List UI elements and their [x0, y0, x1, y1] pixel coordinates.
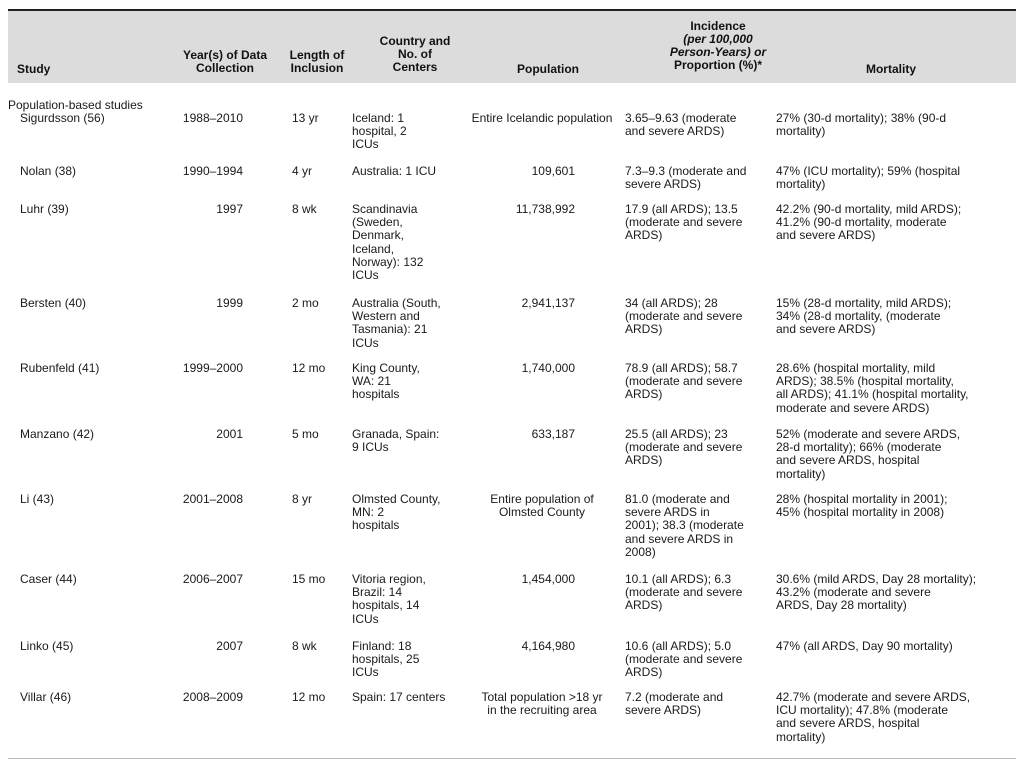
- length-cell: 5 mo: [292, 427, 319, 441]
- years-cell: 2008–2009: [182, 690, 243, 704]
- mortality-cell: 47% (all ARDS, Day 90 mortality): [776, 639, 953, 653]
- length-cell: 8 wk: [292, 202, 317, 216]
- population-cell: Entire Icelandic population: [471, 111, 613, 125]
- years-cell: 2001–2008: [182, 492, 243, 506]
- population-cell: 2,941,137: [521, 296, 575, 310]
- header-study: Study: [17, 62, 51, 76]
- country-cell: Olmsted County, MN: 2 hospitals: [352, 492, 441, 533]
- study-cell: Villar (46): [20, 690, 72, 704]
- mortality-cell: 47% (ICU mortality); 59% (hospital mortality): [776, 164, 961, 192]
- study-cell: Sigurdsson (56): [20, 111, 105, 125]
- country-cell: Finland: 18 hospitals, 25 ICUs: [352, 639, 420, 680]
- mortality-cell: 52% (moderate and severe ARDS, 28-d mortality); 66% (moderate and severe ARDS, hospital mortality): [776, 427, 961, 481]
- length-cell: 12 mo: [292, 690, 326, 704]
- population-cell: 1,740,000: [521, 361, 575, 375]
- years-cell: 1999–2000: [182, 361, 243, 375]
- population-cell: Entire population of Olmsted County: [490, 492, 594, 520]
- mortality-cell: 28% (hospital mortality in 2001); 45% (hospital mortality in 2008): [776, 492, 948, 520]
- table-header: [8, 11, 1016, 83]
- population-cell: 109,601: [531, 164, 575, 178]
- country-cell: Scandinavia (Sweden, Denmark, Iceland, Norway): 132 ICUs: [352, 202, 424, 283]
- incidence-cell: 34 (all ARDS); 28 (moderate and severe ARDS): [625, 296, 743, 337]
- years-cell: 2006–2007: [182, 572, 243, 586]
- study-cell: Nolan (38): [20, 164, 77, 178]
- mortality-cell: 27% (30-d mortality); 38% (90-d mortality): [776, 111, 947, 139]
- length-cell: 8 yr: [292, 492, 313, 506]
- study-cell: Li (43): [20, 492, 55, 506]
- study-cell: Caser (44): [20, 572, 77, 586]
- incidence-cell: 10.1 (all ARDS); 6.3 (moderate and severe ARDS): [625, 572, 743, 613]
- header-mortality: Mortality: [865, 62, 916, 76]
- study-cell: Rubenfeld (41): [20, 361, 100, 375]
- header-incidence: Incidence (per 100,000 Person-Years) or Proportion (%)*: [669, 19, 767, 72]
- population-cell: 1,454,000: [521, 572, 575, 586]
- study-cell: Bersten (40): [20, 296, 87, 310]
- population-cell: 4,164,980: [521, 639, 575, 653]
- country-cell: King County, WA: 21 hospitals: [352, 361, 420, 402]
- header-length: Length of Inclusion: [289, 48, 345, 75]
- length-cell: 13 yr: [292, 111, 319, 125]
- years-cell: 1990–1994: [182, 164, 243, 178]
- header-population: Population: [517, 62, 579, 76]
- country-cell: Granada, Spain: 9 ICUs: [352, 427, 440, 455]
- header-country: Country and No. of Centers: [379, 34, 451, 74]
- study-cell: Manzano (42): [20, 427, 95, 441]
- incidence-cell: 7.3–9.3 (moderate and severe ARDS): [625, 164, 747, 192]
- length-cell: 12 mo: [292, 361, 326, 375]
- length-cell: 8 wk: [292, 639, 317, 653]
- incidence-cell: 25.5 (all ARDS); 23 (moderate and severe ARDS): [625, 427, 743, 468]
- years-cell: 1988–2010: [182, 111, 243, 125]
- country-cell: Vitoria region, Brazil: 14 hospitals, 14 ICUs: [352, 572, 426, 626]
- country-cell: Spain: 17 centers: [352, 690, 446, 704]
- population-cell: 11,738,992: [515, 202, 575, 216]
- years-cell: 1997: [216, 202, 243, 216]
- incidence-cell: 78.9 (all ARDS); 58.7 (moderate and severe ARDS): [625, 361, 743, 402]
- incidence-cell: 81.0 (moderate and severe ARDS in 2001); 38.3 (moderate and severe ARDS in 2008): [625, 492, 744, 559]
- section-label: Population-based studies: [8, 98, 143, 112]
- incidence-cell: 7.2 (moderate and severe ARDS): [625, 690, 724, 718]
- header-years: Year(s) of Data Collection: [182, 48, 268, 75]
- incidence-cell: 17.9 (all ARDS); 13.5 (moderate and severe ARDS): [625, 202, 743, 243]
- table-bottom-rule: [8, 758, 1016, 759]
- length-cell: 2 mo: [292, 296, 319, 310]
- years-cell: 2007: [216, 639, 243, 653]
- mortality-cell: 15% (28-d mortality, mild ARDS); 34% (28-d mortality, (moderate and severe ARDS): [776, 296, 952, 337]
- mortality-cell: 42.2% (90-d mortality, mild ARDS); 41.2% (90-d mortality, moderate and severe ARDS): [776, 202, 962, 243]
- country-cell: Australia (South, Western and Tasmania): 21 ICUs: [352, 296, 441, 350]
- study-cell: Luhr (39): [20, 202, 69, 216]
- length-cell: 15 mo: [292, 572, 326, 586]
- years-cell: 2001: [216, 427, 243, 441]
- population-cell: 633,187: [531, 427, 575, 441]
- years-cell: 1999: [216, 296, 243, 310]
- population-cell: Total population >18 yr in the recruiting area: [481, 690, 603, 718]
- country-cell: Australia: 1 ICU: [352, 164, 437, 178]
- mortality-cell: 30.6% (mild ARDS, Day 28 mortality); 43.2% (moderate and severe ARDS, Day 28 mortality): [776, 572, 977, 613]
- mortality-cell: 42.7% (moderate and severe ARDS, ICU mortality); 47.8% (moderate and severe ARDS, hospital mortality): [776, 690, 971, 744]
- study-cell: Linko (45): [20, 639, 74, 653]
- mortality-cell: 28.6% (hospital mortality, mild ARDS); 38.5% (hospital mortality, all ARDS); 41.1% (hospital mortality, moderate and severe ARDS): [776, 361, 969, 415]
- length-cell: 4 yr: [292, 164, 313, 178]
- country-cell: Iceland: 1 hospital, 2 ICUs: [352, 111, 407, 152]
- incidence-cell: 10.6 (all ARDS); 5.0 (moderate and severe ARDS): [625, 639, 743, 680]
- incidence-cell: 3.65–9.63 (moderate and severe ARDS): [625, 111, 737, 139]
